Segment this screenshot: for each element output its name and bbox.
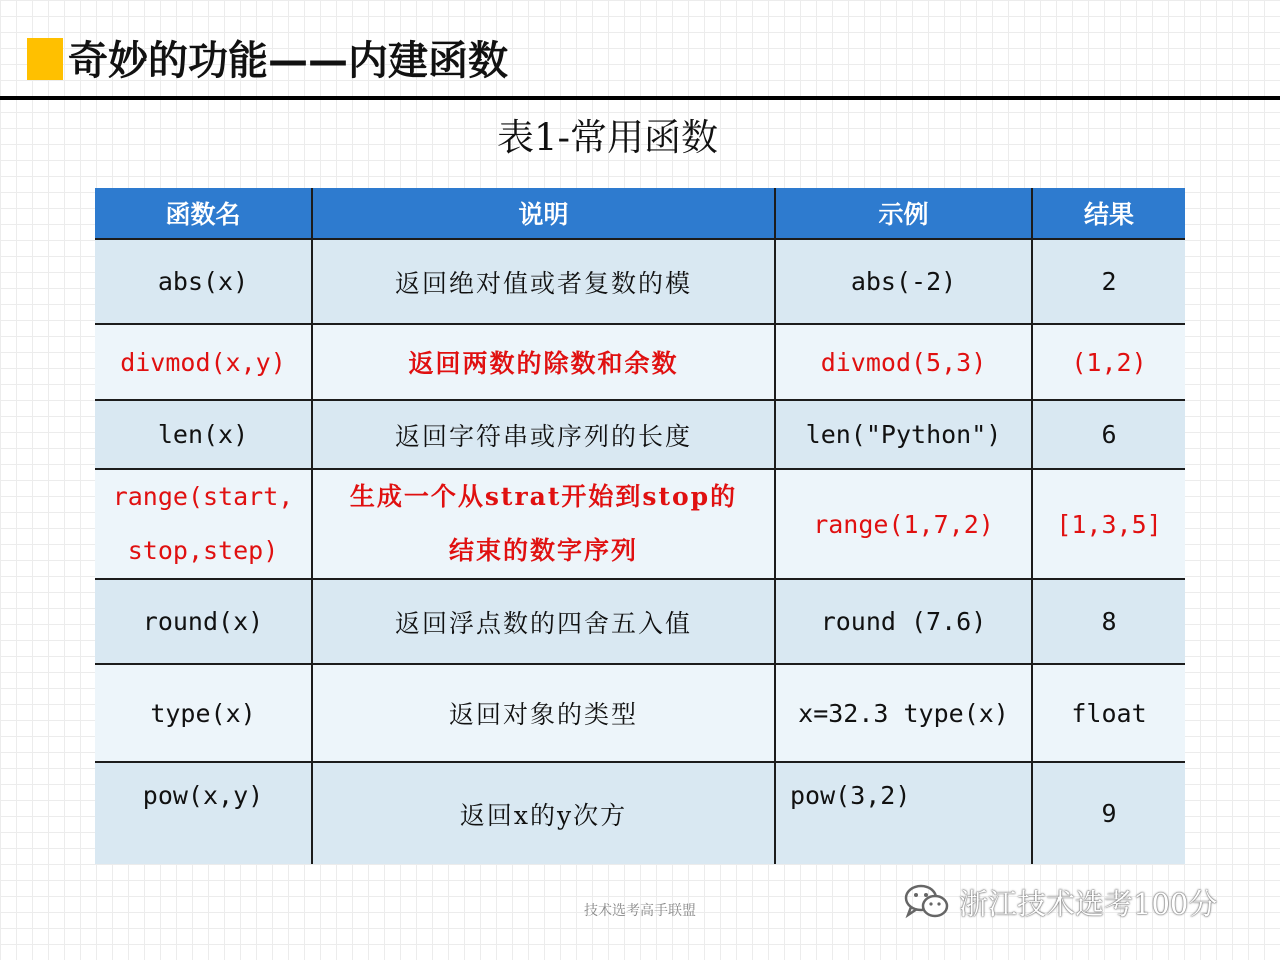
cell-example: abs(-2) [775,239,1032,324]
wechat-icon [903,882,951,922]
header-function-name: 函数名 [95,188,312,239]
function-name-line-1: range(start, [112,482,294,511]
header-result: 结果 [1032,188,1185,239]
title-divider [0,96,1280,100]
footer-text: 技术选考高手联盟 [584,903,696,919]
watermark [903,880,1217,924]
cell-description: 返回绝对值或者复数的模 [312,239,775,324]
title-marker [27,38,63,80]
table-row [95,324,1185,400]
cell-example: x=32.3 type(x) [775,664,1032,762]
table-header-row [95,188,1185,239]
cell-result: 9 [1032,762,1185,864]
cell-example: range(1,7,2) [775,469,1032,579]
cell-example: round (7.6) [775,579,1032,664]
cell-result: 6 [1032,400,1185,469]
cell-result: float [1032,664,1185,762]
table-row [95,762,1185,864]
cell-description [312,469,775,579]
cell-example: divmod(5,3) [775,324,1032,400]
table-row [95,239,1185,324]
cell-function-name: len(x) [95,400,312,469]
cell-function-name: abs(x) [95,239,312,324]
cell-example: pow(3,2) [775,762,1032,864]
table-row [95,579,1185,664]
cell-function-name [95,469,312,579]
cell-description: 返回对象的类型 [312,664,775,762]
cell-example: len("Python") [775,400,1032,469]
header-description: 说明 [312,188,775,239]
description-line-2: 结束的数字序列 [448,536,638,565]
cell-result: [1,3,5] [1032,469,1185,579]
cell-description: 返回两数的除数和余数 [312,324,775,400]
cell-result: (1,2) [1032,324,1185,400]
description-line-1: 生成一个从strat开始到stop的 [349,482,738,511]
header-example: 示例 [775,188,1032,239]
watermark-text: 浙江技术选考100分 [959,886,1218,921]
cell-function-name: round(x) [95,579,312,664]
function-name-line-2: stop,step) [127,536,279,565]
cell-description: 返回x的y次方 [312,762,775,864]
cell-result: 2 [1032,239,1185,324]
table-row [95,400,1185,469]
slide-title: 奇妙的功能——内建函数 [68,38,508,84]
table-row [95,469,1185,579]
cell-function-name: type(x) [95,664,312,762]
functions-table [95,188,1185,864]
table-caption: 表1-常用函数 [496,116,719,159]
cell-result: 8 [1032,579,1185,664]
cell-function-name: divmod(x,y) [95,324,312,400]
table-row [95,664,1185,762]
cell-description: 返回浮点数的四舍五入值 [312,579,775,664]
cell-description: 返回字符串或序列的长度 [312,400,775,469]
cell-function-name: pow(x,y) [95,762,312,864]
